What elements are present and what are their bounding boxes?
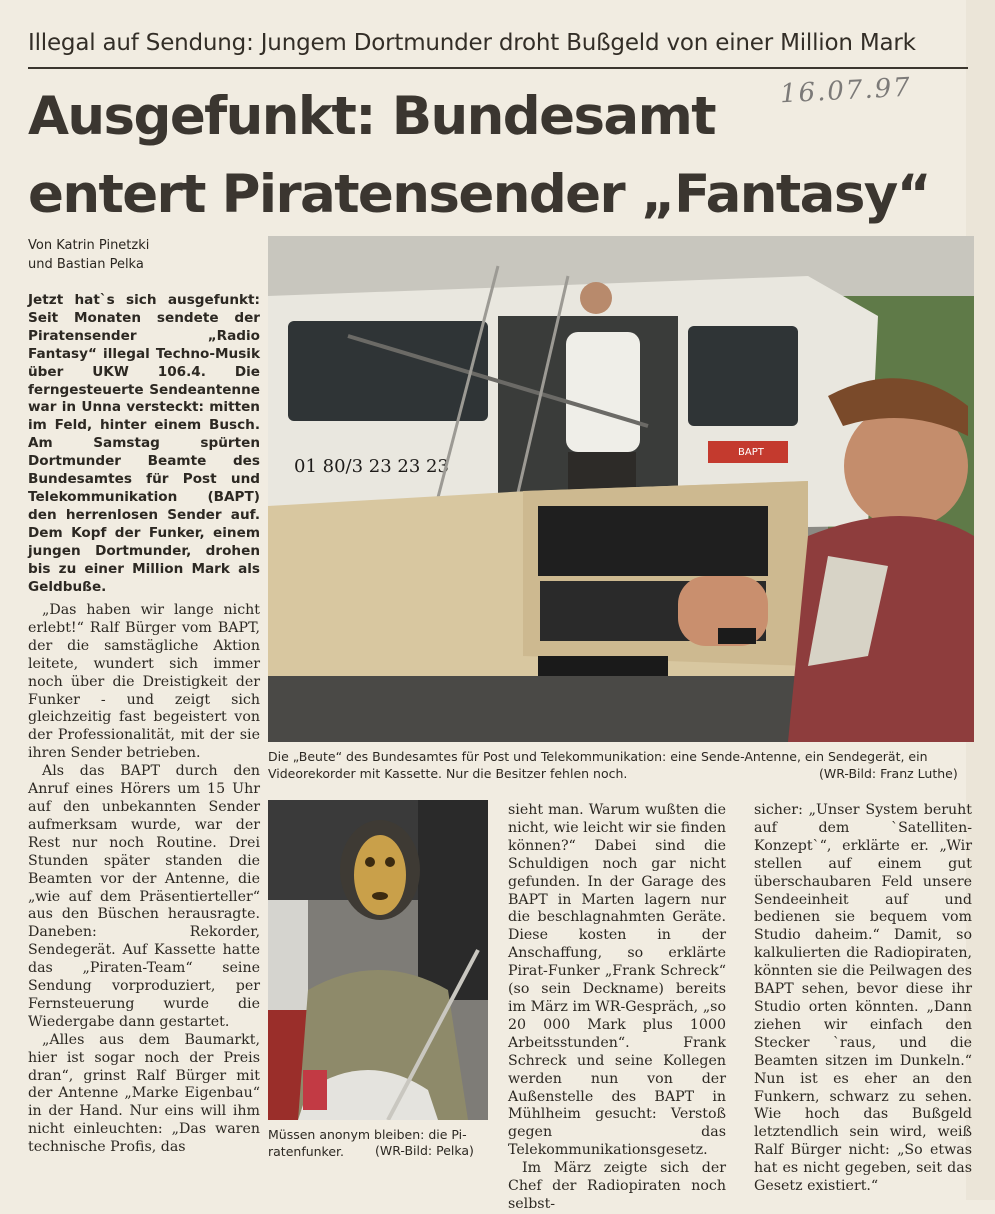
column-2-paragraph: Im März zeigte sich der Chef der Radiopiraten noch selbst- <box>508 1160 726 1212</box>
small-photo <box>268 800 488 1120</box>
column-2-paragraph: sieht man. Warum wußten die nicht, wie leicht wir sie finden können?“ Dabei sind die Schuldigen noch gar nicht gefunden. In der Garage des BAPT in Marten lagern nur die beschlagnahmten Geräte. Diese kosten in der Anschaffung, so erklärte Pirat-Funker „Frank Schreck“ (so sein Deckname) bereits im März im WR-Gespräch, „so 20 000 Mark plus 1000 Arbeitsstunden“. Frank Schreck und seine Kollegen werden nun von der Außenstelle des BAPT in Mühlheim gesucht: Verstoß gegen das Telekommunikationsgesetz. <box>508 802 726 1159</box>
van-logo-text: BAPT <box>738 447 764 458</box>
main-photo-illustration <box>268 236 974 742</box>
column-2 <box>508 802 726 1214</box>
small-photo-caption-line-1: Müssen anonym bleiben: die Pi- <box>268 1127 467 1142</box>
small-photo-credit: (WR-Bild: Pelka) <box>375 1143 474 1158</box>
column-3-paragraph: sicher: „Unser System beruht auf dem `Satelliten-Konzept`“, erklärte er. „Wir stellen auf einem gut überschaubaren Feld unsere Sendeeinheit auf und bedienen sie bequem vom Studio daheim.“ Damit, so kalkulierten die Radiopiraten, könnten sie die Peilwagen des BAPT sehen, bevor diese ihr Studio orten könnten. „Dann ziehen wir einfach den Stecker `raus, und die Beamten sitzen im Dunkeln.“ Nun ist es eher an den Funkern, schwarz zu sehen. Wie hoch das Bußgeld letztendlich sein wird, weiß Ralf Bürger nicht: „So etwas hat es nicht gegeben, seit das Gesetz existiert.“ <box>754 802 972 1195</box>
column-1-paragraph: Als das BAPT durch den Anruf eines Hörers um 15 Uhr auf den unbekannten Sender aufmerksam wurde, war der Rest nur noch Routine. Drei Stunden später standen die Beamten vor der Antenne, die „wie auf dem Präsentierteller“ aus den Büschen herausragte. Daneben: Rekorder, Sendegerät. Auf Kassette hatte das „Piraten-Team“ seine Sendung vorproduziert, per Fernsteuerung wurde die Wiedergabe dann gestartet. <box>28 763 260 1030</box>
main-photo-credit: (WR-Bild: Franz Luthe) <box>819 766 958 781</box>
headline-line-2: entert Piratensender „Fantasy“ <box>28 164 930 225</box>
column-1-paragraph: „Alles aus dem Baumarkt, hier ist sogar noch der Preis dran“, grinst Ralf Bürger mit der Antenne „Marke Eigenbau“ in der Hand. Nur eins will ihm nicht einleuchten: „Das waren technische Profis, das <box>28 1031 260 1156</box>
byline <box>28 236 258 274</box>
kicker-rule <box>28 67 968 69</box>
column-3 <box>754 802 972 1196</box>
byline-line-1: Von Katrin Pinetzki <box>28 238 150 253</box>
handwritten-date-stamp: 16.07.97 <box>779 72 913 110</box>
small-photo-illustration <box>268 800 488 1120</box>
main-photo-caption: Die „Beute“ des Bundesamtes für Post und Telekommunikation: eine Sende-Antenne, ein Sendegerät, ein Videorekorder mit Kassette. Nur die Besitzer fehlen noch. <box>268 749 928 781</box>
column-1-paragraph: „Das haben wir lange nicht erlebt!“ Ralf Bürger vom BAPT, der die samstägliche Aktion leitete, wundert sich immer noch über die Dreistigkeit der Funker - und zeigt sich gleichzeitig fast begeistert von der Professionalität, mit der sie ihren Sender betrieben. <box>28 602 260 762</box>
column-1 <box>28 602 260 1157</box>
small-photo-caption-line-2: ratenfunker. <box>268 1144 345 1159</box>
van-phone-number: 01 80/3 23 23 23 <box>294 456 449 477</box>
main-photo <box>268 236 974 742</box>
lead-paragraph: Jetzt hat`s sich ausgefunkt: Seit Monaten sendete der Piratensender „Radio Fantasy“ illegal Techno-Musik über UKW 106.4. Die ferngesteuerte Sendeantenne war in Unna versteckt: mitten im Feld, hinter einem Busch. Am Samstag spürten Dortmunder Beamte des Bundesamtes für Post und Telekommunikation (BAPT) den herrenlosen Sender auf. Dem Kopf der Funker, einem jungen Dortmunder, drohen bis zu einer Million Mark als Geldbuße. <box>28 292 260 595</box>
headline-line-1: Ausgefunkt: Bundesamt <box>28 86 715 147</box>
article-kicker: Illegal auf Sendung: Jungem Dortmunder droht Bußgeld von einer Million Mark <box>28 30 916 56</box>
byline-line-2: und Bastian Pelka <box>28 257 144 272</box>
